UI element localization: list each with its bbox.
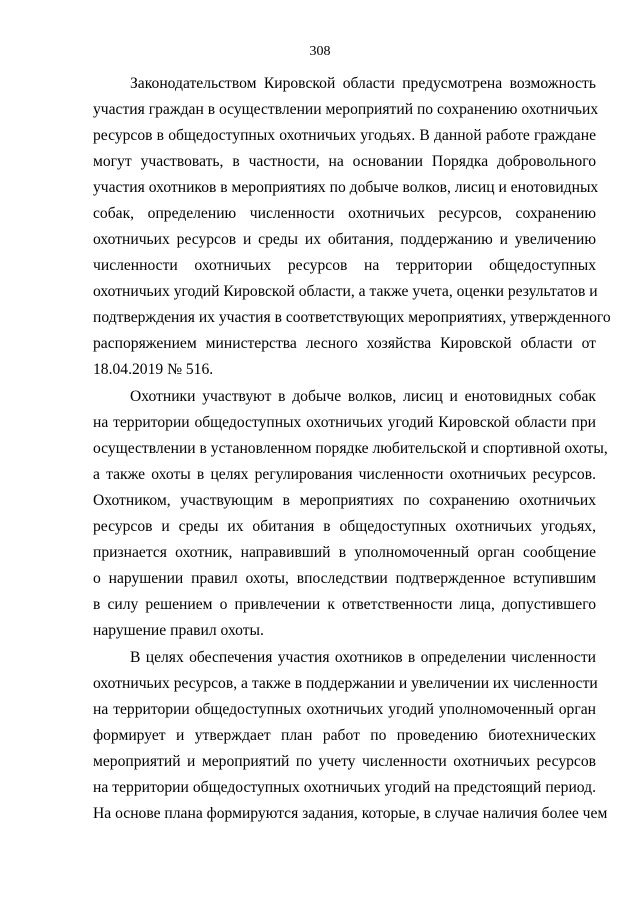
paragraph-3-line-3: на территории общедоступных охотничьих угодий уполномоченный орган [93, 701, 596, 718]
paragraph-1-line-6: собак, определению численности охотничьих ресурсов, сохранению [93, 205, 596, 222]
paragraph-3-line-4: формирует и утверждает план работ по проведению биотехнических [93, 727, 596, 744]
paragraph-2-line-8: о нарушении правил охоты, впоследствии подтвержденное вступившим [93, 570, 596, 587]
paragraph-1-line-5: участия охотников в мероприятиях по добыче волков, лисиц и енотовидных [93, 179, 599, 196]
paragraph-1-line-3: ресурсов в общедоступных охотничьих угодьях. В данной работе граждане [93, 127, 596, 144]
page-number: 308 [309, 44, 331, 59]
paragraph-1-line-2: участия граждан в осуществлении мероприятий по сохранению охотничьих [93, 101, 599, 118]
paragraph-2-line-7: признается охотник, направивший в уполномоченный орган сообщение [93, 544, 596, 561]
paragraph-2-line-9: в силу решением о привлечении к ответственности лица, допустившего [93, 596, 596, 613]
paragraph-3-line-5: мероприятий и мероприятий по учету численности охотничьих ресурсов [93, 753, 596, 770]
paragraph-1-line-12: 18.04.2019 № 516. [93, 361, 214, 378]
paragraph-2-line-3: осуществлении в установленном порядке любительской и спортивной охоты, [93, 440, 608, 457]
paragraph-1-line-4: могут участвовать, в частности, на основании Порядка добровольного [93, 153, 596, 170]
paragraph-1-line-11: распоряжением министерства лесного хозяйства Кировской области от [93, 335, 596, 352]
paragraph-3-line-7: На основе плана формируются задания, которые, в случае наличия более чем [93, 805, 608, 822]
paragraph-1-line-10: подтверждения их участия в соответствующих мероприятиях, утвержденного [93, 309, 611, 326]
paragraph-1-line-8: численности охотничьих ресурсов на территории общедоступных [93, 257, 596, 274]
paragraph-3-line-2: охотничьих ресурсов, а также в поддержании и увеличении их численности [93, 675, 598, 692]
paragraph-3-line-6: на территории общедоступных охотничьих угодий на предстоящий период. [93, 779, 596, 796]
paragraph-1-line-9: охотничьих угодий Кировской области, а также учета, оценки результатов и [93, 283, 598, 300]
paragraph-2-line-2: на территории общедоступных охотничьих угодий Кировской области при [93, 414, 596, 431]
paragraph-3-line-1: В целях обеспечения участия охотников в определении численности [130, 649, 596, 666]
paragraph-2-line-4: а также охоты в целях регулирования численности охотничьих ресурсов. [93, 466, 596, 483]
paragraph-1-line-1: Законодательством Кировской области предусмотрена возможность [130, 75, 596, 92]
paragraph-1-line-7: охотничьих ресурсов и среды их обитания, поддержанию и увеличению [93, 231, 596, 248]
paragraph-2-line-5: Охотником, участвующим в мероприятиях по сохранению охотничьих [93, 492, 596, 509]
paragraph-2-line-1: Охотники участвуют в добыче волков, лисиц и енотовидных собак [130, 388, 596, 405]
paragraph-2-line-10: нарушение правил охоты. [93, 622, 264, 639]
paragraph-2-line-6: ресурсов и среды их обитания в общедоступных охотничьих угодьях, [93, 518, 596, 535]
